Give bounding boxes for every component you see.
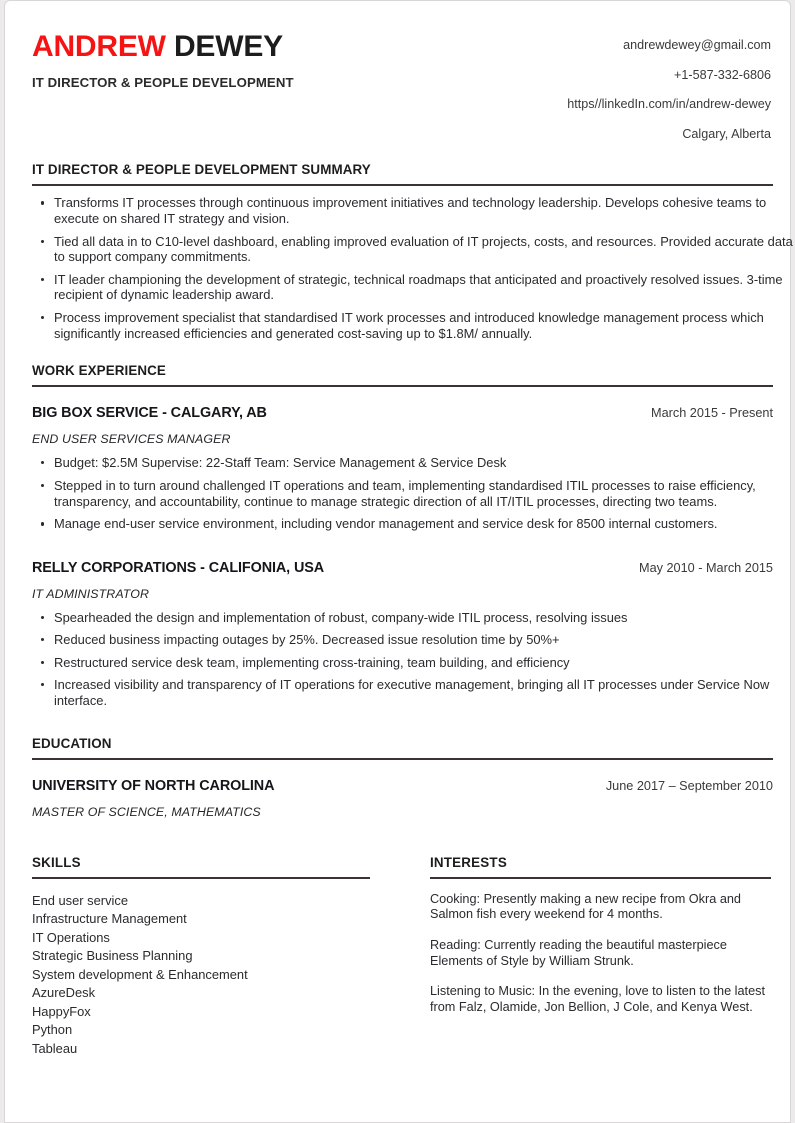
first-name: ANDREW: [32, 30, 166, 63]
education-entry-degree: MASTER OF SCIENCE, MATHEMATICS: [32, 804, 261, 819]
resume-page: [4, 0, 791, 1123]
list-item: Transforms IT processes through continuous improvement initiatives and technology leadership. Develops cohesive teams to execute on shared IT strategy and vision.: [54, 195, 795, 226]
list-item: Manage end-user service environment, including vendor management and service desk for 8500 internal customers.: [54, 516, 795, 532]
bottom-columns: [32, 855, 771, 1059]
work-entry: [32, 405, 771, 533]
interests-title: INTERESTS: [430, 854, 507, 870]
work-entry-header: [32, 560, 773, 576]
work-experience-title: WORK EXPERIENCE: [32, 363, 166, 379]
interests-list: [430, 892, 771, 1016]
list-item: Tied all data in to C10-level dashboard, enabling improved evaluation of IT projects, costs, and resources. Provided accurate data to support company commitments.: [54, 234, 795, 265]
work-experience-divider: [32, 385, 773, 387]
education-entry: [32, 778, 771, 819]
last-name: DEWEY: [173, 30, 283, 63]
work-entry-date: March 2015 - Present: [651, 406, 773, 421]
list-item: Infrastructure Management: [32, 911, 187, 927]
skills-divider: [32, 877, 370, 879]
list-item: Process improvement specialist that standardised IT work processes and introduced knowledge management process which significantly increased efficiencies and generated cost-saving up to $1.8M/ annually.: [54, 310, 795, 341]
education-entry-organization: UNIVERSITY OF NORTH CAROLINA: [32, 777, 275, 794]
list-item: Reduced business impacting outages by 25%. Decreased issue resolution time by 50%+: [54, 632, 795, 648]
list-item: End user service: [32, 892, 129, 908]
work-entry-organization: BIG BOX SERVICE - CALGARY, AB: [32, 405, 267, 422]
contact-email[interactable]: andrewdewey@gmail.com: [623, 38, 771, 52]
list-item: Cooking: Presently making a new recipe from Okra and Salmon fish every weekend for 4 months.: [430, 891, 741, 922]
summary-title: IT DIRECTOR & PEOPLE DEVELOPMENT SUMMARY: [32, 162, 371, 178]
section-education: [32, 736, 771, 819]
work-entry-role: END USER SERVICES MANAGER: [32, 432, 231, 447]
identity-block: [32, 31, 294, 90]
professional-headline: IT DIRECTOR & PEOPLE DEVELOPMENT: [32, 74, 294, 90]
work-entry-bullet-list: [32, 610, 795, 710]
contact-phone[interactable]: +1-587-332-6806: [674, 67, 771, 82]
list-item: Reading: Currently reading the beautiful masterpiece Elements of Style by William Strunk.: [430, 937, 727, 968]
list-item: AzureDesk: [32, 985, 96, 1001]
section-interests: [430, 855, 771, 1059]
contact-linkedin[interactable]: https//linkedIn.com/in/andrew-dewey: [567, 97, 771, 112]
list-item: Increased visibility and transparency of IT operations for executive management, bringing all IT processes under Service Now interface.: [54, 677, 795, 710]
full-name: [32, 31, 294, 63]
list-item: Stepped in to turn around challenged IT operations and team, implementing standardised ITIL processes to raise efficiency, transparency, and accountability, continue to manage strategic direction of all IT/ITIL processes, directing two teams.: [54, 478, 795, 511]
work-entry-bullet-list: [32, 455, 795, 533]
section-summary: [32, 162, 793, 341]
work-entry-role: IT ADMINISTRATOR: [32, 586, 150, 601]
resume-header: [32, 27, 771, 140]
list-item: Tableau: [32, 1040, 78, 1056]
list-item: Restructured service desk team, implementing cross-training, team building, and efficiency: [54, 655, 795, 671]
contact-location: Calgary, Alberta: [682, 126, 771, 141]
section-work-experience: [32, 363, 771, 710]
work-entry-header: [32, 405, 773, 421]
list-item: IT Operations: [32, 929, 110, 945]
list-item: IT leader championing the development of strategic, technical roadmaps that anticipated and proactively resolved issues. 3-time recipient of dynamic leadership award.: [54, 272, 795, 303]
education-divider: [32, 758, 773, 760]
list-item: HappyFox: [32, 1003, 91, 1019]
contact-block: [567, 31, 771, 140]
skills-list: [32, 892, 430, 1059]
list-item: Listening to Music: In the evening, love to listen to the latest from Falz, Olamide, Jon Bellion, J Cole, and Kenya West.: [430, 984, 766, 1014]
summary-bullet-list: [32, 195, 795, 341]
skills-title: SKILLS: [32, 854, 81, 870]
section-skills: [32, 855, 430, 1059]
list-item: System development & Enhancement: [32, 966, 248, 982]
interests-divider: [430, 877, 771, 879]
list-item: Spearheaded the design and implementation of robust, company-wide ITIL process, resolving issues: [54, 610, 795, 626]
work-entry: [32, 560, 771, 710]
education-entry-header: [32, 778, 773, 794]
list-item: Python: [32, 1022, 73, 1038]
list-item: Budget: $2.5M Supervise: 22-Staff Team: Service Management & Service Desk: [54, 455, 795, 471]
work-entry-date: May 2010 - March 2015: [639, 560, 773, 575]
education-title: EDUCATION: [32, 735, 112, 751]
work-entry-organization: RELLY CORPORATIONS - CALIFONIA, USA: [32, 559, 325, 576]
education-entry-date: June 2017 – September 2010: [605, 778, 773, 793]
summary-divider: [32, 184, 773, 186]
list-item: Strategic Business Planning: [32, 948, 193, 964]
